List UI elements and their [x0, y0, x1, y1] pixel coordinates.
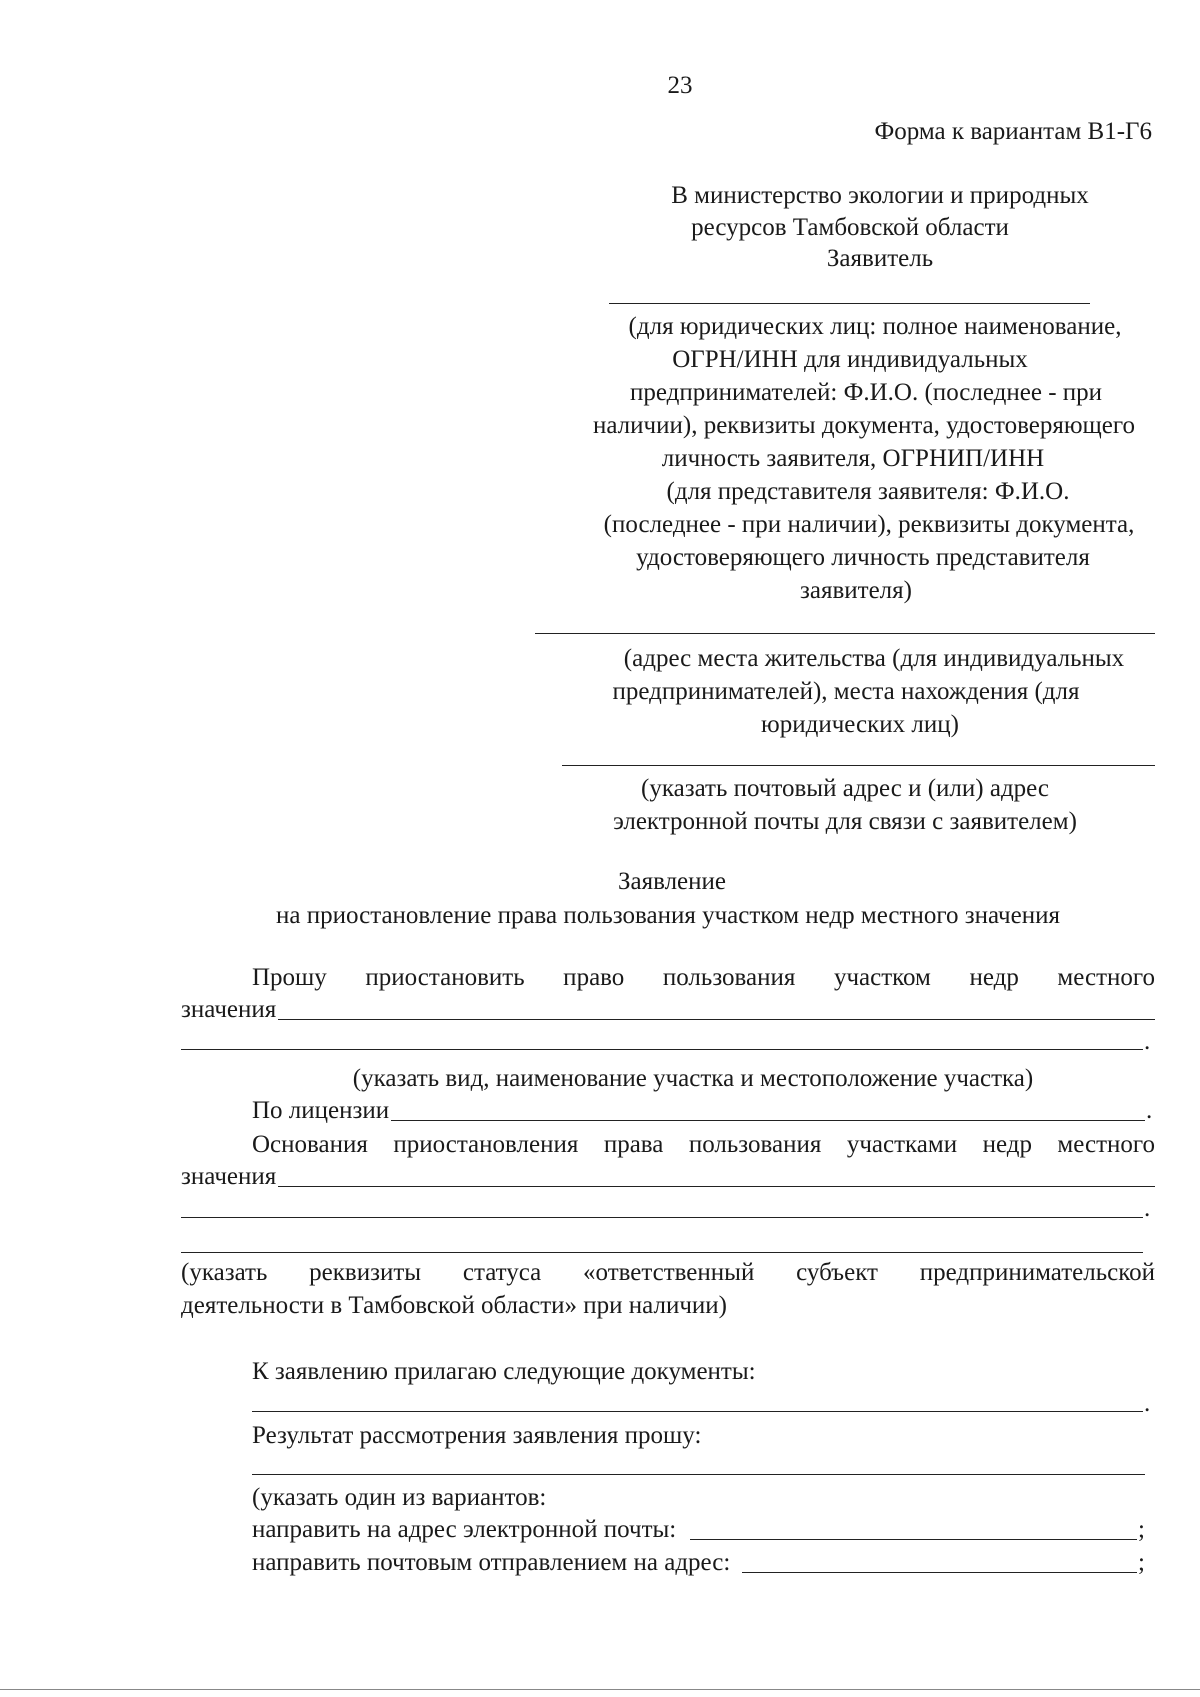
- form-label: Форма к вариантам В1-Г6: [874, 118, 1152, 145]
- document-subtitle: на приостановление права пользования участком недр местного значения: [276, 902, 1060, 929]
- applicant-hint-line: ОГРН/ИНН для индивидуальных: [672, 346, 1028, 373]
- contact-line[interactable]: [562, 765, 1155, 766]
- applicant-label: Заявитель: [826, 245, 934, 272]
- grounds-field-line-2[interactable]: [181, 1217, 1143, 1218]
- page-number: 23: [667, 72, 693, 99]
- applicant-hint-line: предпринимателей: Ф.И.О. (последнее - при: [629, 379, 1103, 406]
- post-option-line[interactable]: [742, 1572, 1137, 1573]
- result-line[interactable]: [252, 1474, 1145, 1475]
- applicant-hint-line: (для юридических лиц: полное наименование,: [628, 313, 1122, 340]
- applicant-hint-line: наличии), реквизиты документа, удостоверяющего: [592, 412, 1136, 439]
- scan-edge-divider: [0, 1689, 1200, 1690]
- addressee-line-2: ресурсов Тамбовской области: [691, 214, 1009, 241]
- attachments-line[interactable]: [252, 1411, 1143, 1412]
- plot-hint: (указать вид, наименование участка и местоположение участка): [352, 1065, 1034, 1092]
- address-line[interactable]: [535, 633, 1155, 634]
- result-label: Результат рассмотрения заявления прошу:: [252, 1422, 702, 1449]
- period-mark: .: [1144, 1390, 1151, 1417]
- plot-field-line-2[interactable]: [181, 1049, 1143, 1050]
- plot-field-line[interactable]: [278, 1019, 1155, 1020]
- plot-field-row: [181, 994, 1155, 1026]
- email-option-label: направить на адрес электронной почты:: [252, 1516, 677, 1543]
- contact-hint-line: (указать почтовый адрес и (или) адрес: [641, 775, 1049, 802]
- status-hint-line-1: (указать реквизиты статуса «ответственный субъект предпринимательской: [181, 1259, 1155, 1286]
- applicant-hint-line: удостоверяющего личность представителя: [636, 544, 1090, 571]
- addressee-line-1: В министерство экологии и природных: [671, 182, 1089, 209]
- status-hint-line-2: деятельности в Тамбовской области» при наличии): [181, 1292, 727, 1319]
- license-line[interactable]: [391, 1120, 1145, 1121]
- address-hint-line: юридических лиц): [761, 711, 959, 738]
- grounds-field-row: [181, 1161, 1155, 1193]
- applicant-hint-line: заявителя): [800, 577, 912, 604]
- address-hint-line: (адрес места жительства (для индивидуальных: [623, 645, 1125, 672]
- address-hint-line: предпринимателей), места нахождения (для: [612, 678, 1080, 705]
- period-mark: .: [1144, 1195, 1151, 1222]
- semicolon-mark: ;: [1138, 1516, 1145, 1543]
- applicant-hint-line: (для представителя заявителя: Ф.И.О.: [666, 478, 1070, 505]
- post-option-row: [252, 1547, 1137, 1579]
- status-field-line[interactable]: [181, 1252, 1143, 1253]
- options-label: (указать один из вариантов:: [252, 1484, 547, 1511]
- period-mark: .: [1146, 1097, 1153, 1124]
- document-title: Заявление: [617, 868, 727, 895]
- plot-field-label: значения: [181, 996, 277, 1023]
- attachments-label: К заявлению прилагаю следующие документы:: [252, 1358, 756, 1385]
- grounds-field-line[interactable]: [278, 1186, 1155, 1187]
- applicant-name-line[interactable]: [609, 303, 1090, 304]
- applicant-hint-line: (последнее - при наличии), реквизиты документа,: [603, 511, 1135, 538]
- semicolon-mark: ;: [1138, 1549, 1145, 1576]
- grounds-text: Основания приостановления права пользования участками недр местного: [252, 1131, 1155, 1158]
- license-row: [252, 1095, 1145, 1127]
- post-option-label: направить почтовым отправлением на адрес:: [252, 1549, 731, 1576]
- email-option-line[interactable]: [690, 1539, 1137, 1540]
- period-mark: .: [1144, 1028, 1151, 1055]
- request-text: Прошу приостановить право пользования участком недр местного: [252, 964, 1155, 991]
- contact-hint-line: электронной почты для связи с заявителем): [613, 808, 1077, 835]
- applicant-hint-line: личность заявителя, ОГРНИП/ИНН: [661, 445, 1045, 472]
- license-label: По лицензии: [252, 1097, 390, 1124]
- grounds-field-label: значения: [181, 1163, 277, 1190]
- email-option-row: [252, 1514, 1137, 1546]
